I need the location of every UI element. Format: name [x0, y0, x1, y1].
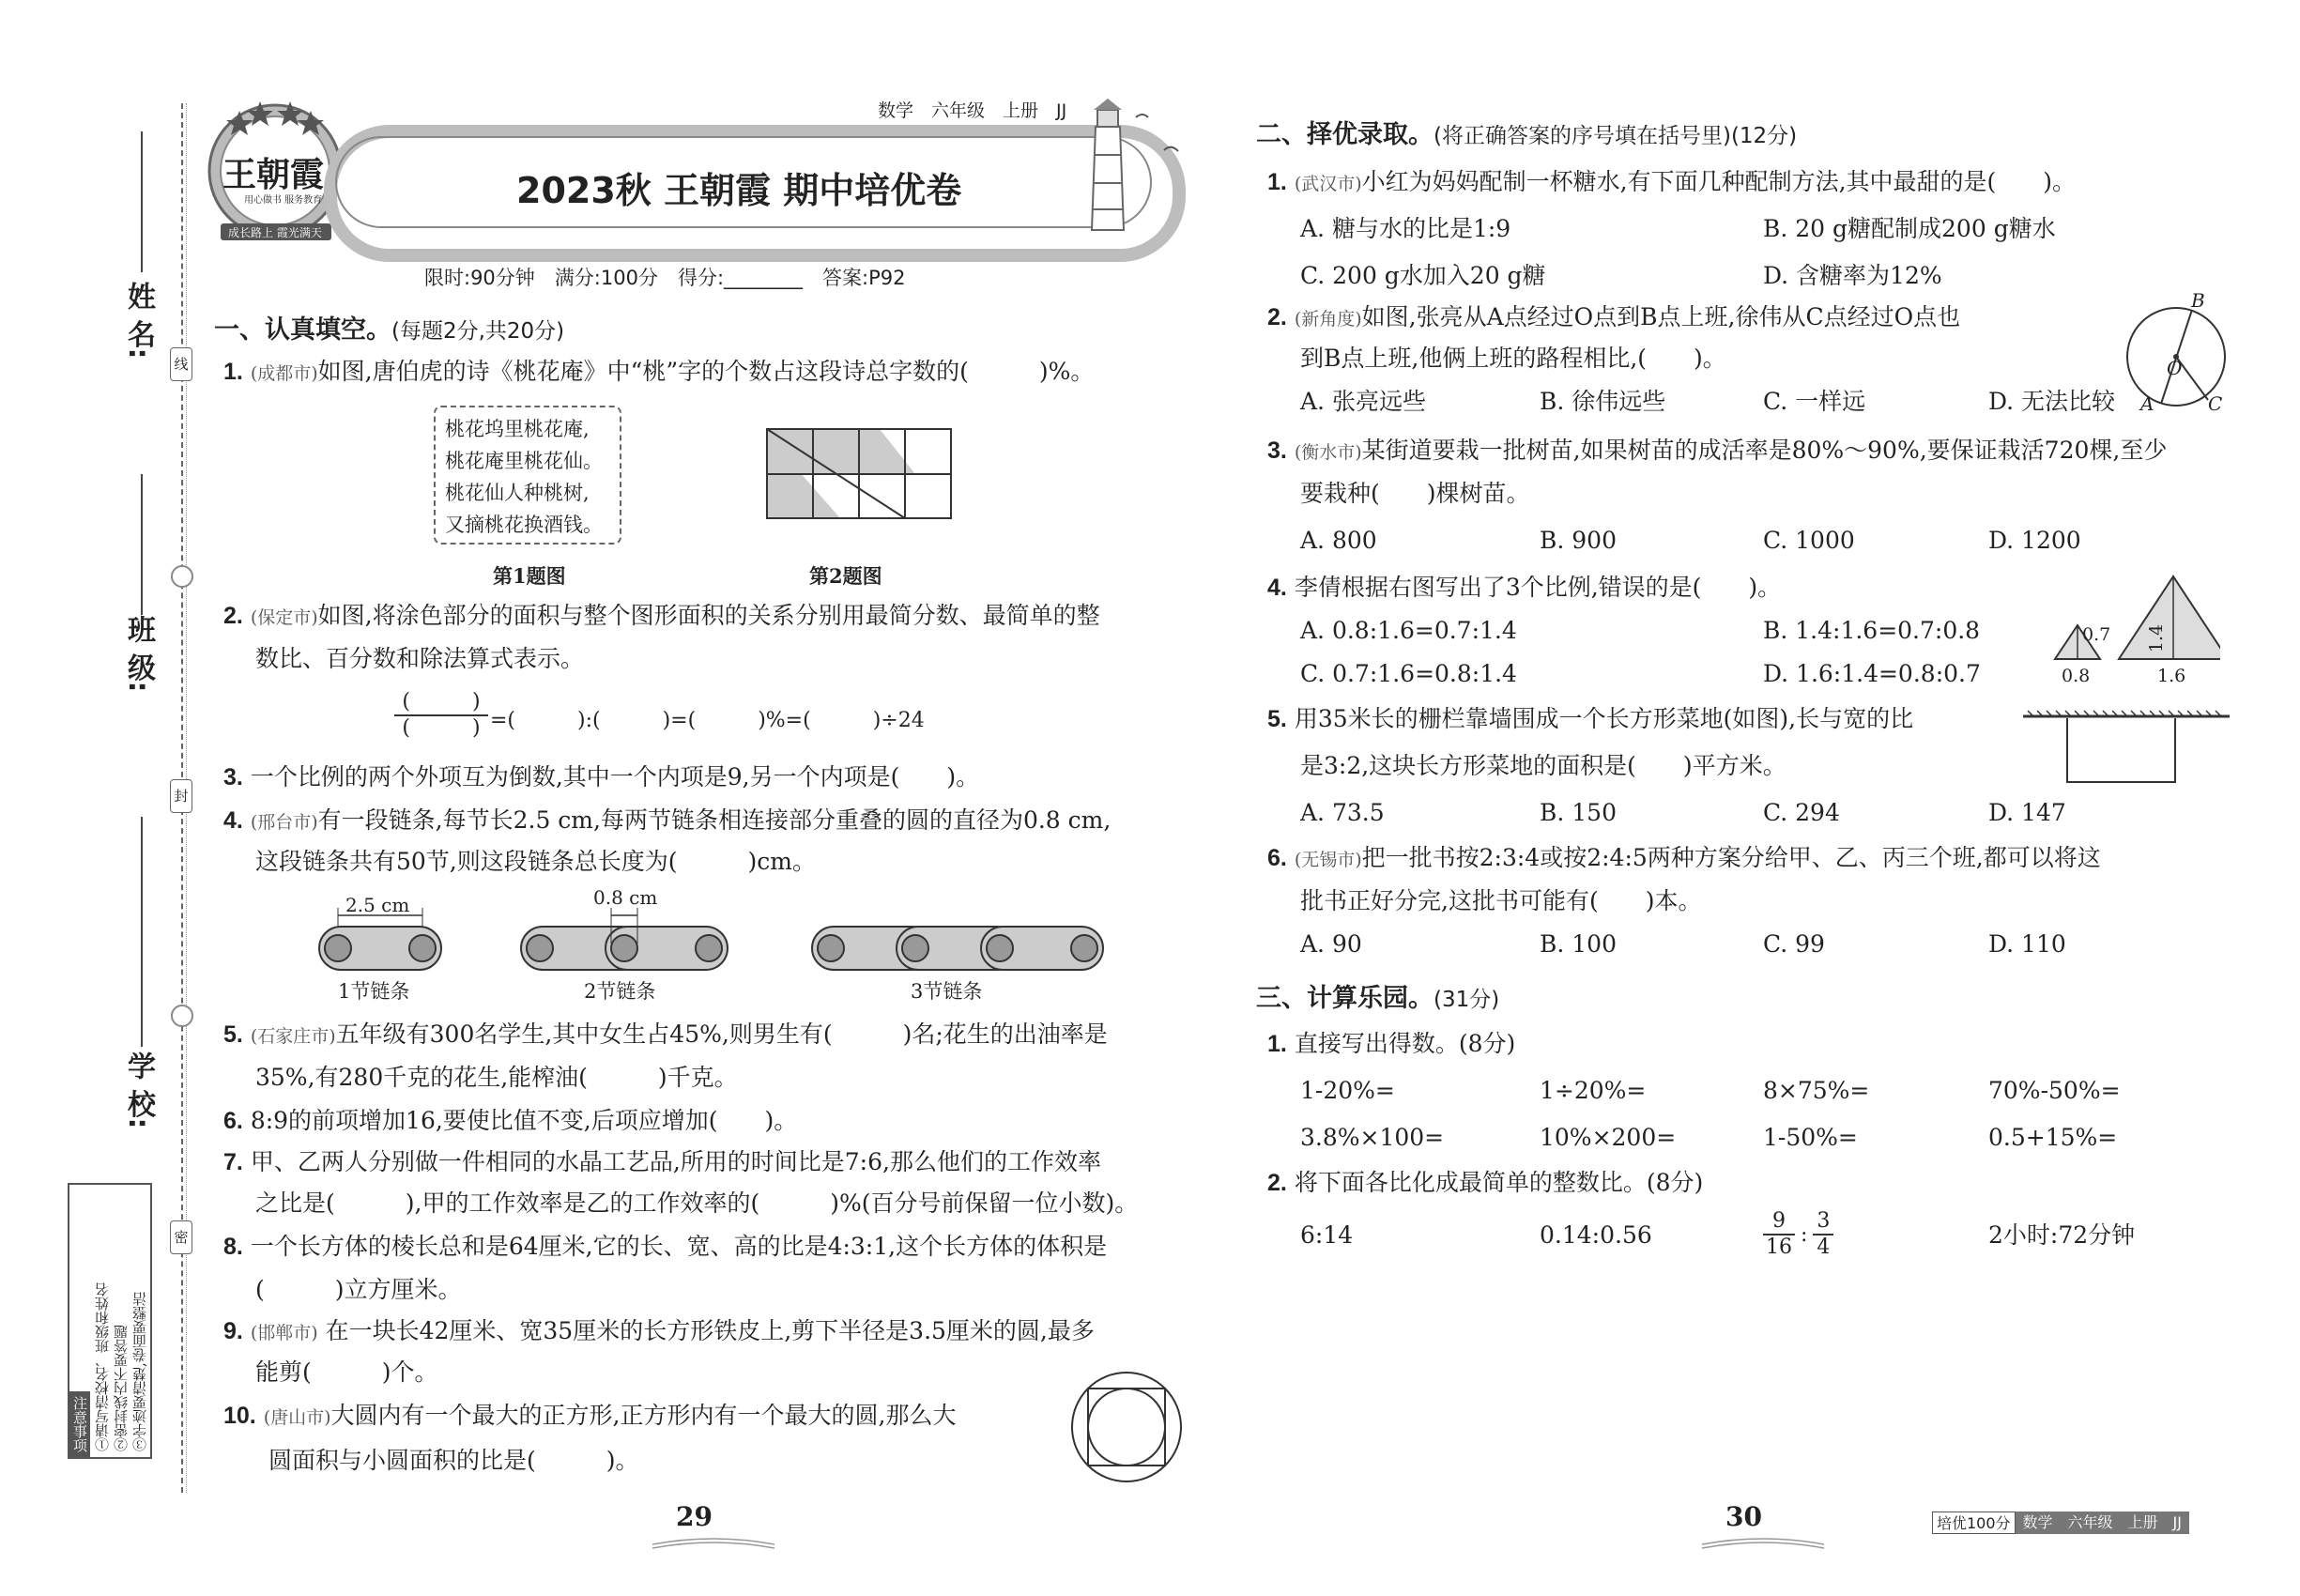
r-q5-option-a[interactable]: A. 73.5 [1300, 799, 1385, 826]
r-q3-option-a[interactable]: A. 800 [1300, 527, 1377, 554]
r-q2-label-o: O [2167, 357, 2183, 379]
calc-2-item[interactable]: 0.14:0.56 [1540, 1221, 1652, 1249]
r-q3-line1: 3. (衡水市)某街道要栽一批树苗,如果树苗的成活率是80%～90%,要保证栽活720棵,至少 [1267, 437, 2168, 464]
q4-left-line1: 4. (邢台市)有一段链条,每节长2.5 cm,每两节链条相连接部分重叠的圆的直径为0.8 cm, [223, 806, 1112, 834]
r-q2-label-a: A [2140, 392, 2154, 415]
r-q4-label-14: 1.4 [2146, 623, 2168, 653]
notice-item-1: ①请写清校名、班级和姓名 [94, 1282, 111, 1451]
r-q1-option-b[interactable]: B. 20 g糖配制成200 g糖水 [1763, 215, 2056, 242]
q2-left-line2: 数比、百分数和除法算式表示。 [255, 645, 585, 672]
r-q1-option-c[interactable]: C. 200 g水加入20 g糖 [1300, 262, 1546, 289]
q7-left-line1: 7. 甲、乙两人分别做一件相同的水晶工艺品,所用的时间比是7:6,那么他们的工作效率 [223, 1148, 1101, 1175]
exam-info-line: 限时:90分钟 满分:100分 得分:________ 答案:P92 [424, 267, 906, 289]
chain-figure [310, 887, 1136, 1009]
q2-left-line1: 2. (保定市)如图,将涂色部分的面积与整个图形面积的关系分别用最简分数、最简单的整 [223, 602, 1100, 629]
poem-line: 桃花庵里桃花仙。 [445, 450, 603, 472]
seal-dot-2 [171, 1005, 193, 1027]
seal-dot-1 [171, 565, 193, 588]
seagull-icon [1131, 108, 1188, 174]
q6-left: 6. 8:9的前项增加16,要使比值不变,后项应增加( )。 [223, 1107, 798, 1134]
r-q6-option-a[interactable]: A. 90 [1300, 930, 1362, 958]
school-label: 学 校: [122, 1051, 155, 1129]
calc-1-item[interactable]: 1-50%= [1763, 1124, 1858, 1151]
section-1-title: 一、认真填空。(每题2分,共20分) [214, 315, 565, 345]
r-q2-option-a[interactable]: A. 张亮远些 [1300, 388, 1426, 415]
calc-1-item[interactable]: 70%-50%= [1988, 1077, 2121, 1104]
logo-slogan-top: 用心做书 服务教育 [244, 195, 323, 206]
exam-title: 2023秋 王朝霞 期中培优卷 [516, 170, 962, 211]
frac-numerator: 3 [1817, 1209, 1831, 1233]
r-q4-label-08: 0.8 [2062, 666, 2091, 686]
r-q2-line1: 2. (新角度)如图,张亮从A点经过O点到B点上班,徐伟从C点经过O点也 [1267, 303, 1961, 330]
q1-left: 1. (成都市)如图,唐伯虎的诗《桃花庵》中“桃”字的个数占这段诗总字数的( )%。 [223, 358, 1095, 385]
r-q2-label-c: C [2208, 392, 2223, 415]
q7-left-line2: 之比是( ),甲的工作效率是乙的工作效率的( )%(百分号前保留一位小数)。 [255, 1189, 1139, 1217]
r-q2-option-b[interactable]: B. 徐伟远些 [1540, 388, 1666, 415]
r-q2-line2: 到B点上班,他俩上班的路程相比,( )。 [1300, 345, 1726, 372]
calc-1-item[interactable]: 0.5+15%= [1988, 1124, 2118, 1151]
chain-label-2: 2节链条 [584, 980, 656, 1003]
r-q3-line2: 要栽种( )棵树苗。 [1300, 480, 1530, 507]
r-q3-option-c[interactable]: C. 1000 [1763, 527, 1855, 554]
q2-expression: =( ):( )=( )%=( )÷24 [490, 709, 925, 732]
logo [202, 94, 347, 244]
class-field[interactable] [141, 474, 143, 615]
calc-1-item[interactable]: 3.8%×100= [1300, 1124, 1445, 1151]
footer-badge [1932, 1512, 2189, 1534]
r-q6-line2: 批书正好分完,这批书可能有( )本。 [1300, 887, 1702, 914]
r-q4-option-a[interactable]: A. 0.8:1.6=0.7:1.4 [1300, 617, 1517, 644]
q8-left-line2: ( )立方厘米。 [255, 1276, 462, 1303]
notice-item-2: ②密封线内不要答题 [113, 1325, 130, 1451]
page-ornament-left [648, 1535, 779, 1554]
r-q5-option-c[interactable]: C. 294 [1763, 799, 1840, 826]
q5-left-line2: 35%,有280千克的花生,能榨油( )千克。 [255, 1064, 738, 1091]
notice-item-3: ③字迹要清楚,卷面要整洁 [131, 1292, 148, 1451]
calc-2-fraction-ratio[interactable]: 9 16 : 3 4 [1763, 1209, 1833, 1260]
school-field[interactable] [141, 817, 143, 1047]
q5-left-line1: 5. (石家庄市)五年级有300名学生,其中女生占45%,则男生有( )名;花生的出油率是 [223, 1021, 1108, 1048]
footer-tag: 培优100分 [1932, 1512, 2016, 1534]
r-q2-label-b: B [2191, 289, 2205, 312]
r-q4-label-16: 1.6 [2157, 666, 2186, 686]
q2-grid-figure [765, 427, 953, 521]
r-q3-option-d[interactable]: D. 1200 [1988, 527, 2081, 554]
poem-line: 又摘桃花换酒钱。 [445, 514, 603, 536]
r-q4-option-d[interactable]: D. 1.6:1.4=0.8:0.7 [1763, 660, 1981, 687]
page-number-left: 29 [676, 1501, 713, 1532]
header-meta: 数学 六年级 上册 JJ [878, 100, 1067, 121]
logo-brand: 王朝霞 [222, 155, 325, 194]
calc-1-item[interactable]: 1-20%= [1300, 1077, 1395, 1104]
r-q6-option-d[interactable]: D. 110 [1988, 930, 2066, 958]
r-q5-line2: 是3:2,这块长方形菜地的面积是( )平方米。 [1300, 752, 1786, 779]
chain-length-label: 2.5 cm [345, 894, 410, 916]
circle-square-figure [1066, 1366, 1188, 1488]
page-number-right: 30 [1725, 1501, 1762, 1532]
q9-left-line2: 能剪( )个。 [255, 1358, 438, 1386]
r-q5-option-b[interactable]: B. 150 [1540, 799, 1617, 826]
r-q6-option-c[interactable]: C. 99 [1763, 930, 1825, 958]
poem-line: 桃花坞里桃花庵, [445, 418, 590, 440]
calc-2-item[interactable]: 6:14 [1300, 1221, 1354, 1249]
notice-title: 注意事项 [69, 1391, 90, 1457]
r-q4-option-c[interactable]: C. 0.7:1.6=0.8:1.4 [1300, 660, 1517, 687]
seal-mark-xian: 线 [170, 347, 192, 381]
r-q5-option-d[interactable]: D. 147 [1988, 799, 2066, 826]
r-q1-option-a[interactable]: A. 糖与水的比是1:9 [1300, 215, 1511, 242]
seal-mark-feng: 封 [170, 779, 192, 813]
chain-label-1: 1节链条 [338, 980, 410, 1003]
fig1-caption: 第1题图 [493, 564, 566, 588]
class-label: 班 级: [122, 615, 155, 693]
frac-denominator: 4 [1817, 1235, 1831, 1259]
calc-2-title: 2. 将下面各比化成最简单的整数比。(8分) [1267, 1169, 1704, 1196]
r-q6-option-b[interactable]: B. 100 [1540, 930, 1617, 958]
q4-left-line2: 这段链条共有50节,则这段链条总长度为( )cm。 [255, 848, 816, 875]
poem-line: 桃花仙人种桃树, [445, 482, 590, 504]
poem-box [434, 406, 621, 545]
section-3-title: 三、计算乐园。(31分) [1256, 984, 1500, 1013]
r-q5-line1: 5. 用35米长的栅栏靠墙围成一个长方形菜地(如图),长与宽的比 [1267, 705, 1914, 732]
q10-left-line1: 10. (唐山市)大圆内有一个最大的正方形,正方形内有一个最大的圆,那么大 [223, 1402, 957, 1429]
q10-left-line2: 圆面积与小圆面积的比是( )。 [268, 1447, 639, 1474]
calc-1-item[interactable]: 10%×200= [1540, 1124, 1677, 1151]
r-q3-option-b[interactable]: B. 900 [1540, 527, 1617, 554]
r-q2-option-d[interactable]: D. 无法比较 [1988, 388, 2116, 415]
chain-overlap-label: 0.8 cm [593, 886, 658, 909]
r-q1: 1. (武汉市)小红为妈妈配制一杯糖水,有下面几种配制方法,其中最甜的是( )。 [1267, 168, 2077, 195]
r-q2-option-c[interactable]: C. 一样远 [1763, 388, 1866, 415]
r-q1-option-d[interactable]: D. 含糖率为12% [1763, 262, 1942, 289]
calc-1-title: 1. 直接写出得数。(8分) [1267, 1030, 1516, 1057]
calc-1-item[interactable]: 1÷20%= [1540, 1077, 1647, 1104]
r-q6-line1: 6. (无锡市)把一批书按2:3:4或按2:4:5两种方案分给甲、乙、丙三个班,都可以将这 [1267, 844, 2101, 871]
name-field[interactable] [141, 131, 143, 272]
fig2-caption: 第2题图 [809, 564, 882, 588]
frac-denominator: 16 [1766, 1235, 1792, 1259]
q3-left: 3. 一个比例的两个外项互为倒数,其中一个内项是9,另一个内项是( )。 [223, 763, 980, 790]
r-q4-option-b[interactable]: B. 1.4:1.6=0.7:0.8 [1763, 617, 1981, 644]
logo-slogan-bottom: 成长路上 霞光满天 [228, 226, 322, 239]
q2-fraction-blank[interactable]: ( ) ( ) [394, 690, 488, 741]
chain-label-3: 3节链条 [911, 980, 983, 1003]
r-q5-fence-figure [2023, 709, 2230, 784]
calc-1-item[interactable]: 8×75%= [1763, 1077, 1870, 1104]
q8-left-line1: 8. 一个长方体的棱长总和是64厘米,它的长、宽、高的比是4:3:1,这个长方体的体积是 [223, 1233, 1108, 1260]
r-q4: 4. 李倩根据右图写出了3个比例,错误的是( )。 [1267, 574, 1782, 601]
seal-mark-mi: 密 [170, 1220, 192, 1254]
frac-numerator: 9 [1772, 1209, 1786, 1233]
calc-2-item[interactable]: 2小时:72分钟 [1988, 1221, 2136, 1249]
notice-box [68, 1183, 152, 1459]
r-q4-label-07: 0.7 [2082, 624, 2111, 645]
section-2-title: 二、择优录取。(将正确答案的序号填在括号里)(12分) [1256, 120, 1798, 149]
page-ornament-right [1697, 1535, 1829, 1554]
footer-meta: 数学 六年级 上册 JJ [2016, 1512, 2189, 1534]
q9-left-line1: 9. (邯郸市) 在一块长42厘米、宽35厘米的长方形铁皮上,剪下半径是3.5厘米的圆,最多 [223, 1317, 1095, 1344]
name-label: 姓 名: [122, 282, 155, 360]
